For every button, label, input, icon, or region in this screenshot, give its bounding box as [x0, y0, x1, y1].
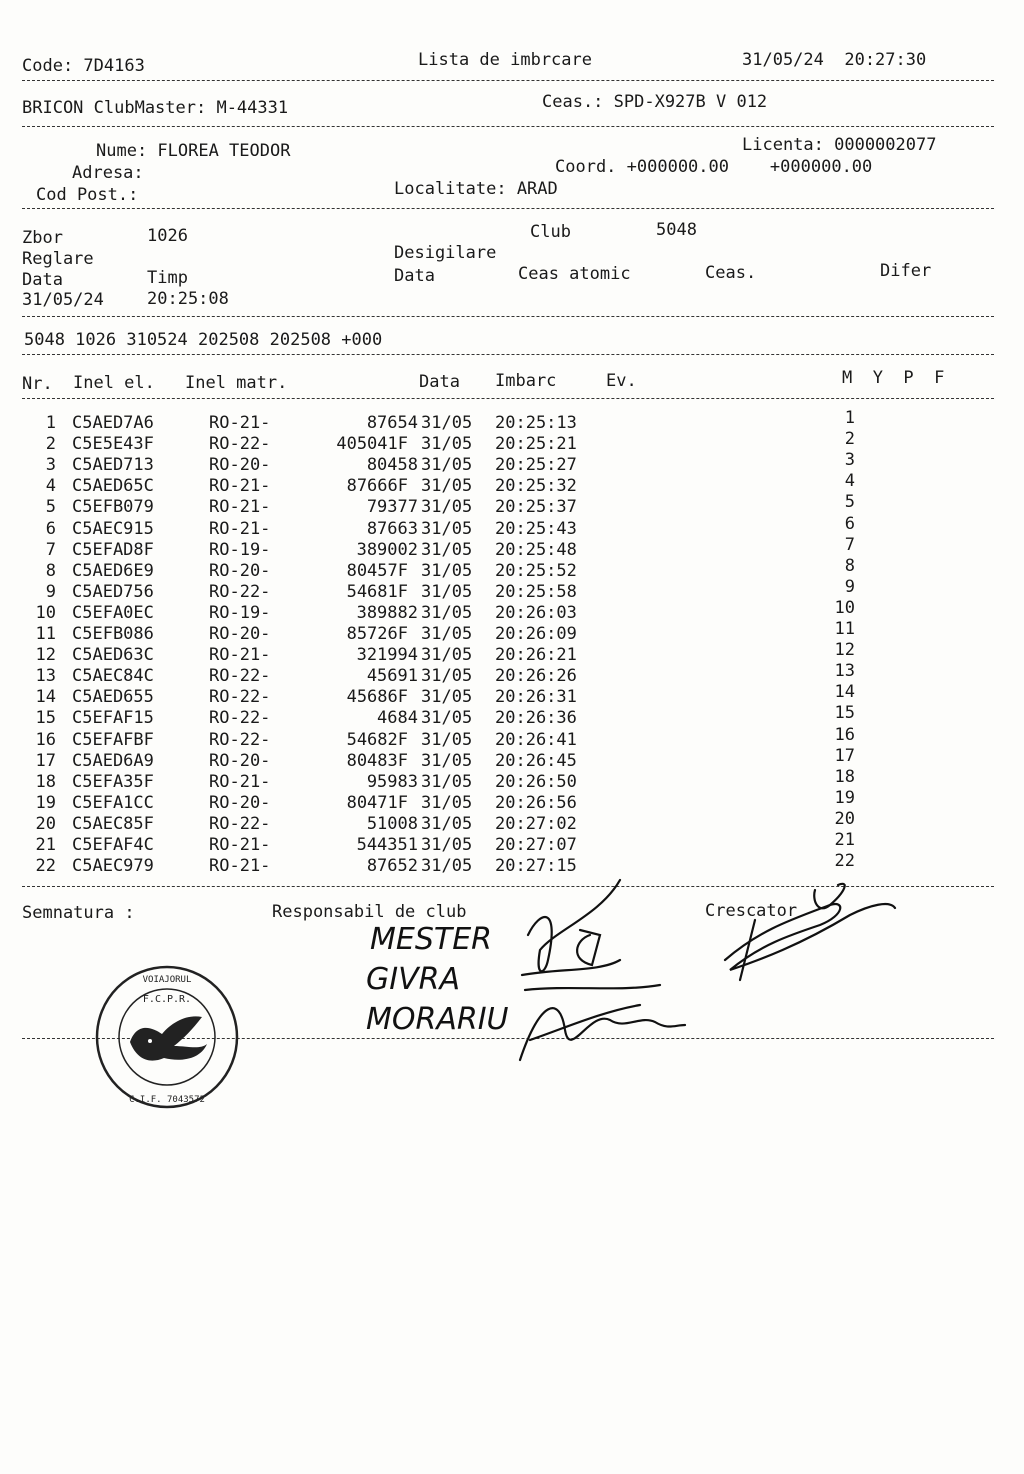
row-ring-number: 87654 — [366, 413, 418, 433]
row-inel-el: C5AEC979 — [72, 856, 154, 877]
row-time: 20:26:26 — [495, 666, 577, 687]
row-nr: 11 — [35, 624, 56, 644]
row-nr: 4 — [45, 476, 56, 497]
row-time: 20:26:36 — [495, 708, 577, 729]
row-inel-el: C5AED6E9 — [72, 560, 154, 581]
row-nr: 1 — [45, 413, 56, 433]
table-row — [0, 766, 1024, 793]
row-time: 20:26:09 — [495, 624, 577, 644]
row-position: 6 — [844, 513, 855, 534]
flight-value: 1026 — [147, 226, 188, 246]
row-nr: 22 — [35, 856, 56, 877]
row-date: 31/05 — [421, 476, 473, 497]
row-date: 31/05 — [421, 729, 473, 750]
row-inel-el: C5AEC85F — [72, 813, 154, 834]
row-time: 20:25:43 — [495, 518, 577, 539]
row-ring-prefix: RO-20- — [209, 750, 271, 771]
address-label: Adresa: — [72, 163, 144, 183]
table-row — [0, 682, 1024, 708]
row-nr: 8 — [45, 560, 56, 581]
row-time: 20:26:03 — [495, 602, 577, 623]
row-date: 31/05 — [421, 602, 473, 623]
row-date: 31/05 — [421, 708, 473, 729]
row-time: 20:25:21 — [495, 434, 577, 455]
row-ring-prefix: RO-19- — [209, 602, 271, 623]
reglare-label: Reglare — [22, 249, 94, 269]
table-row — [0, 492, 1024, 518]
row-ring-prefix: RO-21- — [209, 856, 271, 877]
row-position: 20 — [834, 808, 855, 829]
table-row — [0, 724, 1024, 751]
atomic-clock-label: Ceas atomic — [518, 264, 631, 284]
row-nr: 6 — [45, 518, 56, 539]
table-row — [0, 408, 1024, 434]
row-position: 18 — [834, 766, 855, 787]
reglare-date-label: Data — [22, 270, 63, 290]
row-position: 19 — [834, 787, 855, 808]
row-date: 31/05 — [421, 813, 473, 834]
row-nr: 16 — [35, 729, 56, 750]
row-nr: 13 — [35, 666, 56, 687]
row-date: 31/05 — [421, 413, 473, 433]
col-nr: Nr. — [22, 374, 53, 394]
table-row — [0, 703, 1024, 729]
row-ring-prefix: RO-22- — [209, 708, 271, 729]
row-nr: 20 — [35, 813, 56, 834]
table-row — [0, 513, 1024, 540]
divider — [22, 886, 994, 887]
row-ring-prefix: RO-22- — [209, 434, 271, 455]
divider — [22, 354, 994, 355]
postal-code-label: Cod Post.: — [36, 185, 139, 205]
row-position: 10 — [834, 597, 855, 618]
row-date: 31/05 — [421, 666, 473, 687]
table-row — [0, 534, 1024, 561]
row-ring-number: 544351 — [356, 835, 418, 855]
row-time: 20:25:52 — [495, 560, 577, 581]
row-date: 31/05 — [421, 497, 473, 518]
row-position: 3 — [844, 450, 855, 471]
document-code: Code: 7D4163 — [22, 56, 145, 76]
row-ring-prefix: RO-22- — [209, 581, 271, 602]
row-time: 20:25:58 — [495, 581, 577, 602]
row-ring-number: 4684 — [377, 708, 418, 729]
row-position: 13 — [834, 661, 855, 682]
row-ring-number: 87666F — [346, 476, 408, 497]
col-inel-matr: Inel matr. — [185, 373, 288, 393]
row-inel-el: C5AEC84C — [72, 666, 154, 687]
row-time: 20:26:50 — [495, 771, 577, 792]
document-datetime: 31/05/24 20:27:30 — [742, 50, 927, 70]
row-nr: 14 — [35, 687, 56, 708]
col-imbarc: Imbarc — [495, 371, 557, 391]
row-position: 9 — [844, 576, 855, 597]
col-inel-el: Inel el. — [73, 373, 155, 393]
row-inel-el: C5AEC915 — [72, 518, 154, 539]
row-date: 31/05 — [421, 792, 473, 813]
row-inel-el: C5EFB086 — [72, 624, 154, 644]
row-ring-prefix: RO-21- — [209, 518, 271, 539]
row-inel-el: C5AED655 — [72, 687, 154, 708]
row-position: 11 — [834, 619, 855, 639]
row-ring-prefix: RO-21- — [209, 497, 271, 518]
row-ring-number: 389882 — [356, 602, 418, 623]
row-inel-el: C5AED756 — [72, 581, 154, 602]
row-ring-prefix: RO-22- — [209, 687, 271, 708]
row-time: 20:26:56 — [495, 792, 577, 813]
col-ev: Ev. — [606, 371, 637, 391]
club-value: 5048 — [656, 220, 697, 240]
row-nr: 5 — [45, 497, 56, 518]
row-position: 8 — [844, 555, 855, 576]
row-inel-el: C5EFA35F — [72, 771, 154, 792]
row-inel-el: C5EFAF15 — [72, 708, 154, 729]
row-position: 14 — [834, 682, 855, 703]
table-row — [0, 597, 1024, 624]
flight-label: Zbor — [22, 228, 63, 248]
desigilare-label: Desigilare — [394, 243, 497, 263]
difference-label: Difer — [880, 261, 932, 281]
divider — [22, 398, 994, 399]
row-date: 31/05 — [421, 645, 473, 666]
table-row — [0, 555, 1024, 582]
flight-summary: 5048 1026 310524 202508 202508 +000 — [24, 330, 383, 350]
handwritten-name-3: MORARIU — [366, 1002, 509, 1037]
row-ring-prefix: RO-21- — [209, 835, 271, 855]
row-date: 31/05 — [421, 539, 473, 560]
row-time: 20:25:13 — [495, 413, 577, 433]
row-ring-prefix: RO-20- — [209, 792, 271, 813]
row-date: 31/05 — [421, 434, 473, 455]
row-date: 31/05 — [421, 624, 473, 644]
row-nr: 15 — [35, 708, 56, 729]
license-number: Licenta: 0000002077 — [742, 135, 937, 155]
row-time: 20:25:48 — [495, 539, 577, 560]
row-position: 16 — [834, 724, 855, 745]
col-data: Data — [419, 372, 460, 392]
row-ring-number: 85726F — [346, 624, 408, 644]
table-row — [0, 429, 1024, 455]
row-position: 7 — [844, 534, 855, 555]
row-ring-prefix: RO-20- — [209, 455, 271, 476]
table-row — [0, 830, 1024, 856]
club-stamp — [92, 962, 242, 1112]
divider — [22, 316, 994, 317]
row-nr: 2 — [45, 434, 56, 455]
row-position: 4 — [844, 471, 855, 492]
row-time: 20:27:15 — [495, 856, 577, 877]
handwritten-name-2: GIVRA — [366, 962, 460, 997]
row-nr: 9 — [45, 581, 56, 602]
row-date: 31/05 — [421, 771, 473, 792]
row-nr: 7 — [45, 539, 56, 560]
divider — [22, 126, 994, 127]
owner-name: Nume: FLOREA TEODOR — [96, 141, 291, 161]
breeder-label: Crescator — [705, 901, 798, 921]
row-ring-prefix: RO-22- — [209, 729, 271, 750]
table-row — [0, 576, 1024, 603]
row-ring-prefix: RO-20- — [209, 624, 271, 644]
row-nr: 18 — [35, 771, 56, 792]
row-ring-number: 87652 — [366, 856, 418, 877]
row-position: 17 — [834, 745, 855, 766]
row-ring-prefix: RO-19- — [209, 539, 271, 560]
row-inel-el: C5AED7A6 — [72, 413, 154, 433]
row-ring-number: 80458 — [366, 455, 418, 476]
row-nr: 17 — [35, 750, 56, 771]
row-ring-prefix: RO-21- — [209, 476, 271, 497]
table-row — [0, 619, 1024, 645]
svg-text:C.I.F. 7043572: C.I.F. 7043572 — [129, 1095, 205, 1105]
row-ring-prefix: RO-20- — [209, 560, 271, 581]
row-inel-el: C5E5E43F — [72, 434, 154, 455]
row-date: 31/05 — [421, 750, 473, 771]
club-responsible-label: Responsabil de club — [272, 902, 467, 922]
table-row — [0, 661, 1024, 687]
table-row — [0, 450, 1024, 476]
locality: Localitate: ARAD — [394, 179, 558, 199]
row-position: 12 — [834, 640, 855, 661]
row-date: 31/05 — [421, 455, 473, 476]
table-row — [0, 745, 1024, 772]
row-time: 20:26:21 — [495, 645, 577, 666]
clock-label: Ceas. — [705, 263, 757, 283]
row-inel-el: C5EFA0EC — [72, 602, 154, 623]
row-ring-number: 321994 — [356, 645, 418, 666]
row-position: 15 — [834, 703, 855, 724]
row-nr: 21 — [35, 835, 56, 855]
row-ring-number: 80457F — [346, 560, 408, 581]
row-position: 1 — [844, 408, 855, 428]
row-ring-number: 45686F — [346, 687, 408, 708]
row-date: 31/05 — [421, 581, 473, 602]
row-nr: 12 — [35, 645, 56, 666]
row-ring-number: 95983 — [366, 771, 418, 792]
table-row — [0, 808, 1024, 835]
row-date: 31/05 — [421, 687, 473, 708]
reglare-time-label: Timp — [147, 268, 188, 288]
signature-label: Semnatura : — [22, 903, 135, 923]
table-row — [0, 471, 1024, 497]
row-inel-el: C5EFAD8F — [72, 539, 154, 560]
table-row — [0, 851, 1024, 877]
row-date: 31/05 — [421, 856, 473, 877]
svg-text:F.C.P.R.: F.C.P.R. — [142, 994, 192, 1005]
row-inel-el: C5AED6A9 — [72, 750, 154, 771]
row-ring-number: 54681F — [346, 581, 408, 602]
row-time: 20:25:37 — [495, 497, 577, 518]
divider — [22, 208, 994, 209]
row-ring-prefix: RO-21- — [209, 771, 271, 792]
row-position: 21 — [834, 830, 855, 850]
row-time: 20:25:32 — [495, 476, 577, 497]
reglare-date: 31/05/24 — [22, 290, 104, 310]
handwritten-name-1: MESTER — [370, 922, 493, 957]
row-ring-number: 405041F — [336, 434, 408, 455]
row-ring-number: 79377 — [366, 497, 418, 518]
row-time: 20:25:27 — [495, 455, 577, 476]
row-inel-el: C5AED63C — [72, 645, 154, 666]
row-time: 20:26:41 — [495, 729, 577, 750]
clock-id: Ceas.: SPD-X927B V 012 — [542, 92, 768, 112]
row-position: 22 — [834, 851, 855, 872]
divider — [22, 80, 994, 81]
row-inel-el: C5EFAFBF — [72, 729, 154, 750]
row-inel-el: C5EFB079 — [72, 497, 154, 518]
row-position: 2 — [844, 429, 855, 450]
table-row — [0, 640, 1024, 666]
row-inel-el: C5AED713 — [72, 455, 154, 476]
row-ring-prefix: RO-22- — [209, 813, 271, 834]
row-ring-number: 389002 — [356, 539, 418, 560]
row-ring-number: 51008 — [366, 813, 418, 834]
coordinates: Coord. +000000.00 +000000.00 — [555, 157, 873, 177]
desigilare-date-label: Data — [394, 266, 435, 286]
row-ring-number: 45691 — [366, 666, 418, 687]
row-date: 31/05 — [421, 560, 473, 581]
row-time: 20:26:31 — [495, 687, 577, 708]
row-time: 20:27:02 — [495, 813, 577, 834]
row-ring-prefix: RO-22- — [209, 666, 271, 687]
row-time: 20:27:07 — [495, 835, 577, 855]
reglare-time: 20:25:08 — [147, 289, 229, 309]
row-date: 31/05 — [421, 518, 473, 539]
club-label: Club — [530, 222, 571, 242]
row-inel-el: C5EFAF4C — [72, 835, 154, 855]
row-nr: 19 — [35, 792, 56, 813]
row-position: 5 — [844, 492, 855, 513]
row-inel-el: C5EFA1CC — [72, 792, 154, 813]
row-nr: 10 — [35, 602, 56, 623]
row-time: 20:26:45 — [495, 750, 577, 771]
table-row — [0, 787, 1024, 814]
row-ring-number: 80471F — [346, 792, 408, 813]
row-ring-number: 54682F — [346, 729, 408, 750]
clubmaster-id: BRICON ClubMaster: M-44331 — [22, 98, 289, 118]
document-title: Lista de imbrcare — [418, 50, 592, 70]
svg-text:VOIAJORUL: VOIAJORUL — [142, 975, 192, 985]
row-ring-prefix: RO-21- — [209, 645, 271, 666]
row-ring-number: 80483F — [346, 750, 408, 771]
row-ring-prefix: RO-21- — [209, 413, 271, 433]
row-ring-number: 87663 — [366, 518, 418, 539]
row-date: 31/05 — [421, 835, 473, 855]
col-myp: M Y P F — [842, 368, 945, 388]
row-nr: 3 — [45, 455, 56, 476]
row-inel-el: C5AED65C — [72, 476, 154, 497]
